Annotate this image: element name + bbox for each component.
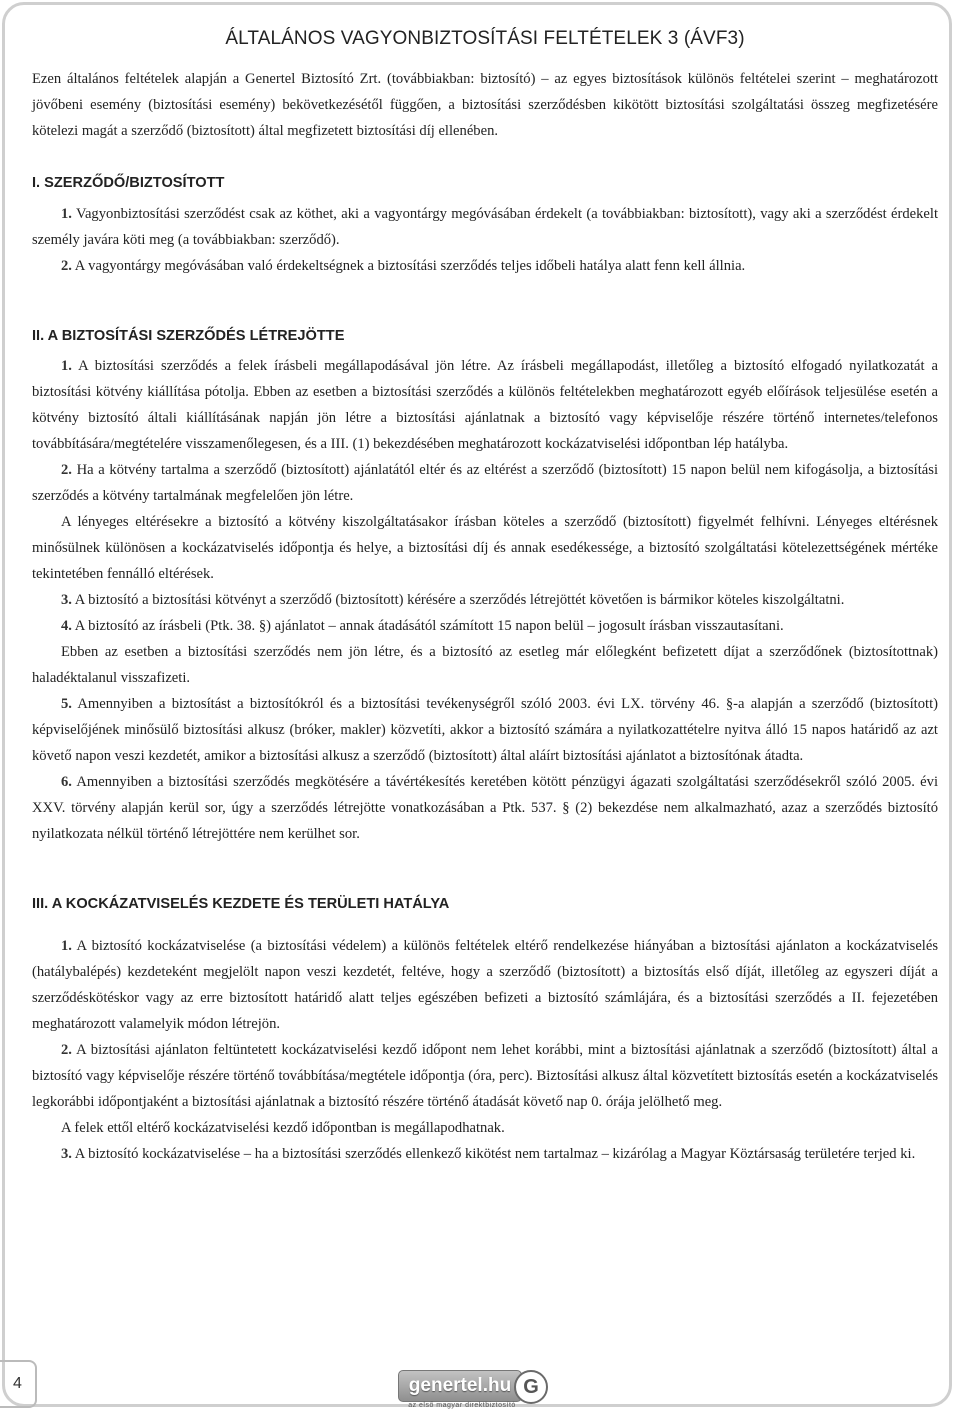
paragraph-number: 2. <box>61 258 72 274</box>
section-3-paragraph-2b: A felek ettől eltérő kockázatviselési kezdő időpontban is megállapodhatnak. <box>61 1120 505 1136</box>
section-3-paragraph-3 <box>32 1141 938 1167</box>
section-2-paragraph-2b: A lényeges eltérésekre a biztosító a kötvény kiszolgáltatásakor írásban köteles a szerződő (biztosított) figyelmét felhívni. Lényeges eltérésnek minősülnek különösen a kockázatviselés időpontja és helye, a biztosítási díj és annak esedékessége, a biztosító szolgáltatási kötelezettségének mértéke tekintetében fennálló eltérések. <box>32 514 938 582</box>
section-3-paragraph-1 <box>32 933 938 1037</box>
section-2-paragraph-6 <box>32 769 938 847</box>
paragraph-text: Amennyiben a biztosítást a biztosítókról és a biztosítási tevékenységről szóló 2003. évi LX. törvény 46. §-a alapján a szerződő (biztosított) képviselőjének minősülő biztosítási alkusz (bróker, makler) közvetíti, akkor a biztosító számára a nyilatkozattételre nyitva álló 15 napos határidő az azt követő napon veszi kezdetét, amikor a biztosítási alkusz a szerződő (biztosított) által aláírt biztosítási ajánlatot a biztosítónak átadta. <box>32 696 938 764</box>
paragraph-number: 1. <box>61 206 72 222</box>
section-1-paragraph-2 <box>32 253 938 279</box>
section-1-heading: I. SZERZŐDŐ/BIZTOSÍTOTT <box>32 175 225 191</box>
logo-tagline: az első magyar direktbiztosító <box>408 1402 516 1409</box>
logo-wordmark: genertel.hu <box>398 1370 522 1402</box>
paragraph-number: 6. <box>61 774 72 790</box>
logo-g-icon: G <box>514 1370 548 1404</box>
paragraph-number: 4. <box>61 618 72 634</box>
paragraph-number: 3. <box>61 592 72 608</box>
page-number: 4 <box>0 1360 37 1408</box>
section-2-paragraph-4b: Ebben az esetben a biztosítási szerződés nem jön létre, és a biztosító az esetleg már előlegként befizetett díjat a szerződőnek (biztosítottnak) haladéktalanul visszafizeti. <box>32 644 938 686</box>
section-2-paragraph-1 <box>32 353 938 457</box>
section-2-paragraph-2 <box>32 457 938 509</box>
paragraph-number: 2. <box>61 462 72 478</box>
section-2-paragraph-5 <box>32 691 938 769</box>
section-2-paragraph-4 <box>32 613 938 639</box>
paragraph-text: A biztosítási ajánlaton feltüntetett kockázatviselési kezdő időpont nem lehet korábbi, mint a biztosítási ajánlatnak a szerződő (biztosított) által a biztosító vagy képviselője részére történő továbbítása/megtétele időpontja (óra, perc). Biztosítási alkusz által közvetített biztosítás esetén a kockázatviselés legkorábbi időpontjaként a biztosítási ajánlatnak a biztosító részére történő átadását követő nap 0. órája jelölhető meg. <box>32 1042 939 1110</box>
paragraph-number: 1. <box>61 938 72 954</box>
intro-paragraph: Ezen általános feltételek alapján a Genertel Biztosító Zrt. (továbbiakban: biztosító) – az egyes biztosítások különös feltételei szerint – meghatározott jövőbeni esemény (biztosítási esemény) bekövetkezésétől függően, a biztosítási szerződésben kikötött biztosítási szolgáltatási összeg megfizetésére kötelezi magát a szerződő (biztosított) által megfizetett biztosítási díj ellenében. <box>32 71 938 139</box>
section-2-paragraph-3 <box>32 587 938 613</box>
paragraph-text: A biztosító az írásbeli (Ptk. 38. §) ajánlatot – annak átadásától számított 15 napon belül – jogosult írásban visszautasítani. <box>74 618 784 634</box>
paragraph-text: A vagyontárgy megóvásában való érdekeltségnek a biztosítási szerződés teljes időbeli hatálya alatt fenn kell állnia. <box>74 258 746 274</box>
paragraph-text: A biztosító kockázatviselése (a biztosítási védelem) a különös feltételek eltérő rendelkezése hiányában a biztosítási ajánlaton a kockázatviselés (hatálybalépés) kezdeteként megjelölt napon veszi kezdetét, feltéve, hogy a szerződő (biztosított) a biztosítás első díját, illetőleg az egyszeri díját a szerződéskötéskor vagy az erre biztosított határidő alatt teljes egészében befizeti a biztosító számlájára, és a biztosítási szerződés a II. fejezetében meghatározott valamelyik módon létrejön. <box>32 938 939 1032</box>
paragraph-number: 2. <box>61 1042 72 1058</box>
document-body <box>32 28 938 1167</box>
section-1-paragraph-1 <box>32 201 938 253</box>
paragraph-number: 1. <box>61 358 72 374</box>
paragraph-number: 3. <box>61 1146 72 1162</box>
paragraph-text: Amennyiben a biztosítási szerződés megkötésére a távértékesítés keretében kötött pénzügyi ágazati szolgáltatási szerződésekről szóló 2005. évi XXV. törvény alapján kerül sor, úgy a szerződés létrejötte vonatkozásában a Ptk. 537. § (2) bekezdése nem alkalmazható, azaz a szerződés biztosító nyilatkozata nélkül történő létrejöttére nem kerülhet sor. <box>32 774 938 842</box>
document-title: ÁLTALÁNOS VAGYONBIZTOSÍTÁSI FELTÉTELEK 3 (ÁVF3) <box>225 28 745 49</box>
section-3-heading: III. A KOCKÁZATVISELÉS KEZDETE ÉS TERÜLETI HATÁLYA <box>32 896 450 912</box>
paragraph-text: Ha a kötvény tartalma a szerződő (biztosított) ajánlatától eltér és az eltérést a szerződő (biztosított) 15 napon belül nem kifogásolja, a biztosítási szerződés a kötvény tartalmának megfelelően jön létre. <box>32 462 939 504</box>
paragraph-text: A biztosító a biztosítási kötvényt a szerződő (biztosított) kérésére a szerződés létrejöttét követően is bármikor köteles kiszolgáltatni. <box>74 592 845 608</box>
genertel-logo <box>398 1370 554 1410</box>
section-3-paragraph-2 <box>32 1037 938 1115</box>
paragraph-number: 5. <box>61 696 72 712</box>
paragraph-text: A biztosítási szerződés a felek írásbeli megállapodásával jön létre. Az írásbeli megállapodást, illetőleg a biztosító elfogadó nyilatkozatát a biztosítási kötvény kiállítása pótolja. Ebben az esetben a biztosítási szerződés a különös feltételekben meghatározott egyéb előírások teljesülése esetén a kötvény biztosító általi kiállításának napján jön létre a biztosítási ajánlatnak a biztosító vagy képviselője részére történő internetes/telefonos továbbítására/megtételére visszamenőlegesen, és a III. (1) bekezdésében meghatározott kockázatviselési időpontban lép hatályba. <box>32 358 938 452</box>
paragraph-text: Vagyonbiztosítási szerződést csak az köthet, aki a vagyontárgy megóvásában érdekelt (a továbbiakban: biztosított), vagy aki a szerződést érdekelt személy javára köti meg (a továbbiakban: szerződő). <box>32 206 939 248</box>
section-2-heading: II. A BIZTOSÍTÁSI SZERZŐDÉS LÉTREJÖTTE <box>32 328 345 344</box>
paragraph-text: A biztosító kockázatviselése – ha a biztosítási szerződés ellenkező kikötést nem tartalmaz – kizárólag a Magyar Köztársaság területére terjed ki. <box>74 1146 916 1162</box>
